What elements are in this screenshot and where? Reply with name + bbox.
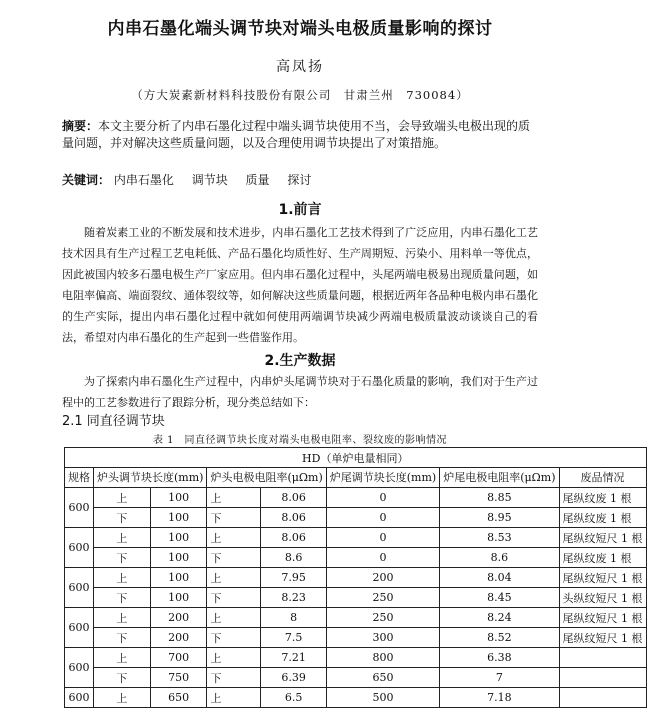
cell-tail-block-length: 500 [326,688,439,708]
cell-head-resistivity: 8.06 [261,528,326,548]
cell-head-block-length: 700 [150,648,207,668]
cell-block-position: 下 [94,588,151,608]
cell-spec: 600 [65,688,94,708]
cell-tail-resistivity: 7 [440,668,559,688]
cell-head-block-length: 100 [150,528,207,548]
cell-head-resistivity: 8.6 [261,548,326,568]
cell-head-resistivity: 6.5 [261,688,326,708]
abstract-label: 摘要： [62,119,99,133]
cell-head-resistivity: 8.06 [261,488,326,508]
cell-waste-status: 尾纵纹废 1 根 [559,548,646,568]
cell-tail-block-length: 300 [326,628,439,648]
cell-block-position: 上 [94,568,151,588]
cell-tail-resistivity: 8.52 [440,628,559,648]
table-row [65,528,647,548]
cell-electrode-position: 下 [207,508,261,528]
cell-tail-resistivity: 8.85 [440,488,559,508]
cell-head-block-length: 100 [150,488,207,508]
abstract [62,118,532,152]
cell-waste-status [559,648,646,668]
keyword: 内串石墨化 [113,173,174,187]
cell-waste-status: 尾纵纹短尺 1 根 [559,528,646,548]
cell-spec: 600 [65,568,94,608]
cell-spec: 600 [65,608,94,648]
cell-spec: 600 [65,528,94,568]
cell-block-position: 下 [94,508,151,528]
table-caption: 表 1 同直径调节块长度对端头电极电阻率、裂纹废的影响情况 [152,435,448,446]
header-waste: 废品情况 [559,468,646,488]
cell-tail-block-length: 200 [326,568,439,588]
cell-waste-status: 尾纵纹短尺 1 根 [559,568,646,588]
table-row [65,548,647,568]
cell-electrode-position: 上 [207,528,261,548]
cell-tail-resistivity: 8.53 [440,528,559,548]
header-tail-resistivity: 炉尾电极电阻率(μΩm) [440,468,559,488]
table-row [65,688,647,708]
cell-tail-resistivity: 8.6 [440,548,559,568]
keywords-label: 关键词： [62,173,111,187]
keyword: 探讨 [287,173,312,187]
cell-tail-resistivity: 8.04 [440,568,559,588]
cell-waste-status [559,688,646,708]
cell-head-block-length: 200 [150,608,207,628]
cell-block-position: 上 [94,648,151,668]
cell-head-resistivity: 7.21 [261,648,326,668]
section-heading-data: 2.生产数据 [264,353,336,369]
table-row [65,488,647,508]
table-row [65,608,647,628]
cell-spec: 600 [65,488,94,528]
cell-head-resistivity: 6.39 [261,668,326,688]
cell-tail-block-length: 250 [326,588,439,608]
cell-tail-resistivity: 6.38 [440,648,559,668]
cell-head-resistivity: 8.23 [261,588,326,608]
keyword: 质量 [245,173,270,187]
cell-tail-block-length: 0 [326,508,439,528]
table-row [65,568,647,588]
table-row [65,508,647,528]
author-affiliation: （方大炭素新材料科技股份有限公司 甘肃兰州 730084） [131,88,469,102]
cell-electrode-position: 下 [207,628,261,648]
cell-block-position: 下 [94,628,151,648]
cell-tail-block-length: 800 [326,648,439,668]
cell-electrode-position: 下 [207,588,261,608]
cell-electrode-position: 下 [207,668,261,688]
cell-electrode-position: 下 [207,548,261,568]
cell-waste-status: 尾纵纹废 1 根 [559,508,646,528]
cell-head-block-length: 100 [150,548,207,568]
cell-block-position: 上 [94,688,151,708]
table-row [65,648,647,668]
cell-head-block-length: 200 [150,628,207,648]
cell-tail-block-length: 0 [326,488,439,508]
cell-head-resistivity: 8.06 [261,508,326,528]
header-head-resistivity: 炉头电极电阻率(μΩm) [207,468,326,488]
data-table [64,447,647,708]
cell-head-resistivity: 7.5 [261,628,326,648]
cell-block-position: 下 [94,548,151,568]
cell-head-resistivity: 7.95 [261,568,326,588]
cell-head-block-length: 100 [150,508,207,528]
intro-paragraph: 随着炭素工业的不断发展和技术进步，内串石墨化工艺技术得到了广泛应用，内串石墨化工艺技术因具有生产过程工艺电耗低、产品石墨化均质性好、生产周期短、污染小、用料单一等优点，因此被国内较多石墨电极生产厂家应用。但内串石墨化过程中，头尾两端电极易出现质量问题，如电阻率偏高、端面裂纹、通体裂纹等，如何解决这些质量问题，根据近两年各品种电极内串石墨化的生产实际，提出内串石墨化过程中就如何使用两端调节块减少两端电极质量波动谈谈自己的看法，希望对内串石墨化的生产起到一些借鉴作用。 [62,226,538,344]
cell-tail-resistivity: 8.95 [440,508,559,528]
cell-block-position: 上 [94,528,151,548]
cell-tail-block-length: 0 [326,548,439,568]
cell-electrode-position: 上 [207,488,261,508]
cell-head-block-length: 650 [150,688,207,708]
cell-tail-resistivity: 7.18 [440,688,559,708]
cell-head-resistivity: 8 [261,608,326,628]
subsection-heading: 2.1 同直径调节块 [62,414,165,429]
cell-waste-status: 尾纵纹短尺 1 根 [559,608,646,628]
cell-block-position: 上 [94,488,151,508]
header-tail-block-length: 炉尾调节块长度(mm) [326,468,439,488]
cell-waste-status: 尾纵纹废 1 根 [559,488,646,508]
keyword: 调节块 [191,173,228,187]
cell-tail-resistivity: 8.45 [440,588,559,608]
cell-waste-status [559,668,646,688]
cell-tail-block-length: 250 [326,608,439,628]
cell-tail-resistivity: 8.24 [440,608,559,628]
cell-block-position: 下 [94,668,151,688]
cell-tail-block-length: 650 [326,668,439,688]
table-row [65,588,647,608]
cell-head-block-length: 750 [150,668,207,688]
cell-electrode-position: 上 [207,688,261,708]
cell-waste-status: 头纵纹短尺 1 根 [559,588,646,608]
author-name: 高凤扬 [276,59,324,75]
table-group-header: HD（单炉电量相同） [65,448,647,468]
cell-tail-block-length: 0 [326,528,439,548]
cell-spec: 600 [65,648,94,688]
cell-electrode-position: 上 [207,648,261,668]
header-head-block-length: 炉头调节块长度(mm) [94,468,207,488]
data-paragraph: 为了探索内串石墨化生产过程中，内串炉头尾调节块对于石墨化质量的影响，我们对于生产过程中的工艺参数进行了跟踪分析，现分类总结如下： [62,375,538,409]
keywords [62,171,532,188]
table-row [65,668,647,688]
cell-head-block-length: 100 [150,588,207,608]
cell-head-block-length: 100 [150,568,207,588]
section-heading-intro: 1.前言 [278,202,322,218]
cell-block-position: 上 [94,608,151,628]
table-row [65,628,647,648]
abstract-text: 本文主要分析了内串石墨化过程中端头调节块使用不当，会导致端头电极出现的质量问题，并对解决这些质量问题，以及合理使用调节块提出了对策措施。 [62,119,531,150]
cell-waste-status: 尾纵纹短尺 1 根 [559,628,646,648]
paper-title: 内串石墨化端头调节块对端头电极质量影响的探讨 [107,19,493,39]
header-spec: 规格 [65,468,94,488]
cell-electrode-position: 上 [207,608,261,628]
cell-electrode-position: 上 [207,568,261,588]
